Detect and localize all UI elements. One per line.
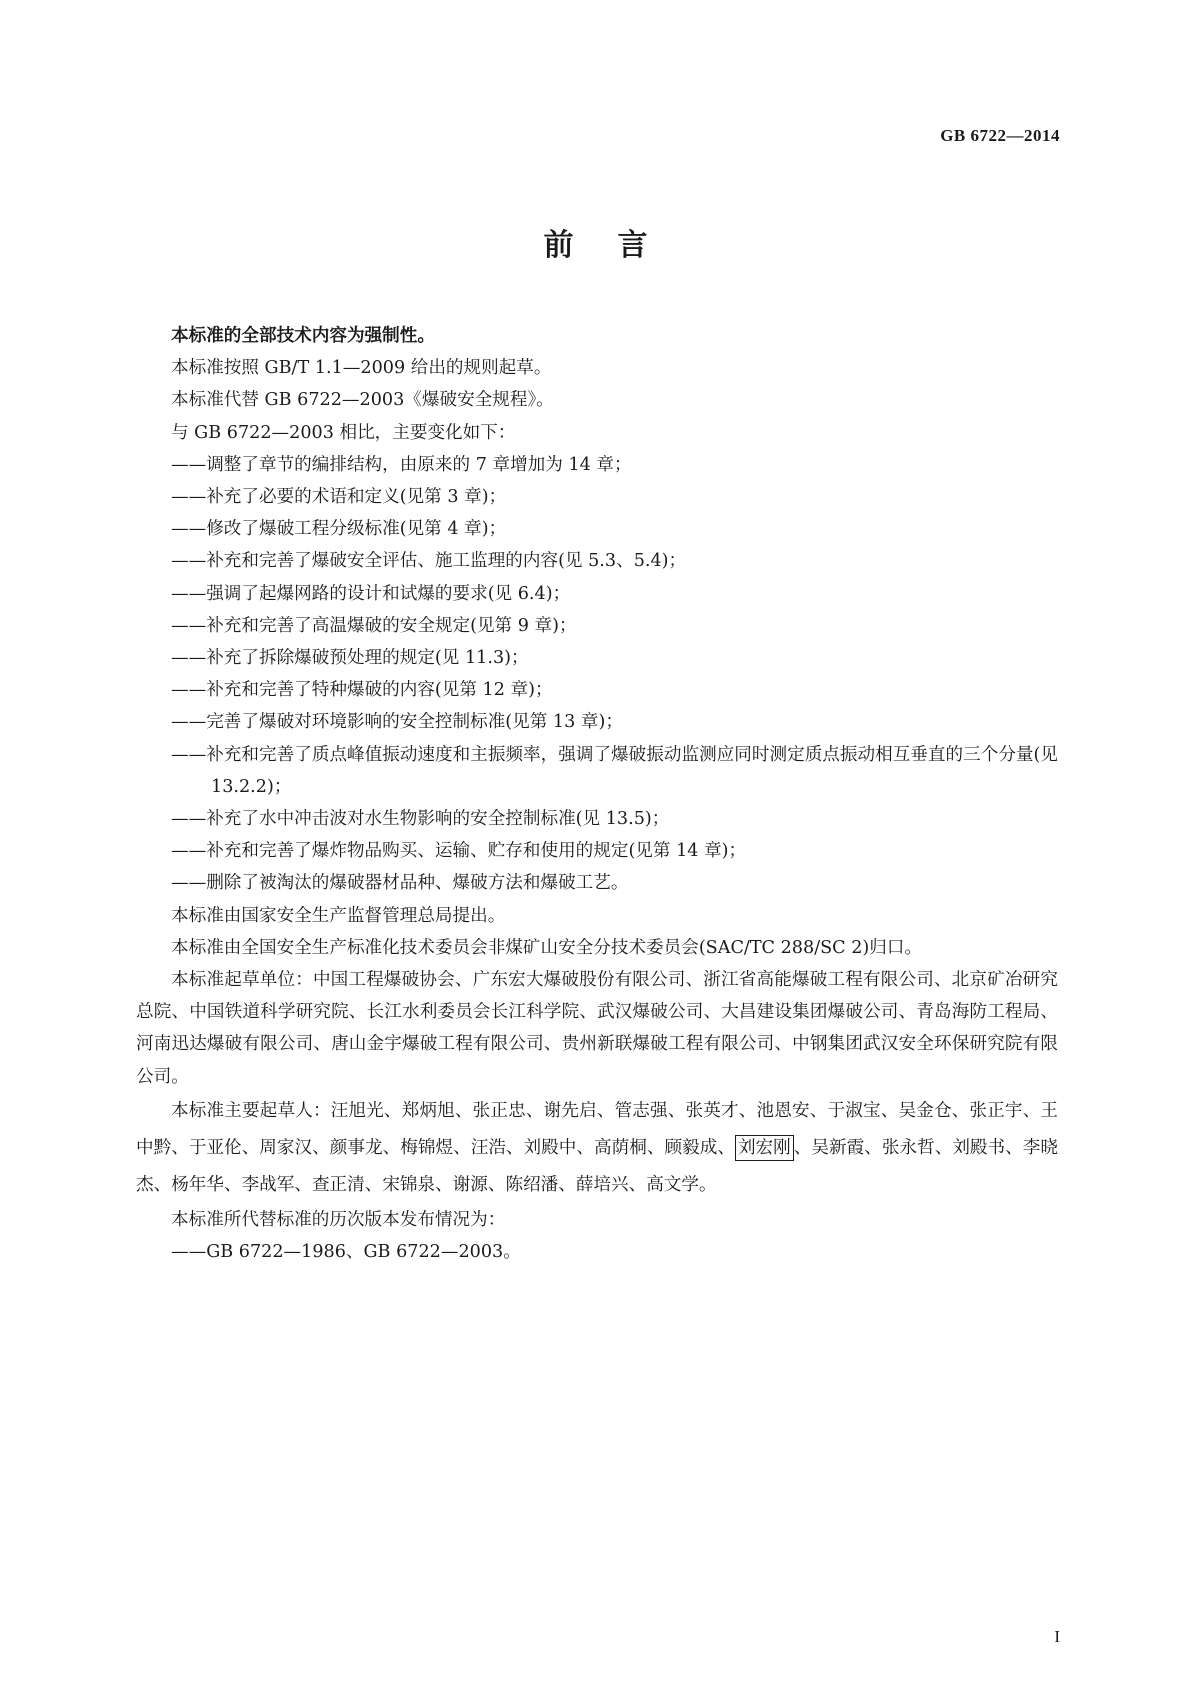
list-item: ——补充了水中冲击波对水生物影响的安全控制标准(见 13.5)；	[171, 809, 670, 830]
list-item: ——删除了被淘汰的爆破器材品种、爆破方法和爆破工艺。	[171, 873, 629, 894]
list-item: ——补充和完善了爆破安全评估、施工监理的内容(见 5.3、5.4)；	[171, 551, 687, 572]
replacement-statement: 本标准代替 GB 6722—2003《爆破安全规程》。	[171, 390, 554, 411]
drafting-rules-statement: 本标准按照 GB/T 1.1—2009 给出的规则起草。	[171, 358, 552, 379]
drafters-text-before: 本标准主要起草人：汪旭光、郑炳旭、张正忠、谢先启、管志强、张英才、池恩安、于淑宝、吴金仓、张正宇、王中黔、于亚伦、周家汉、颜事龙、梅锦煜、汪浩、刘殿中、高荫桐、顾毅成、	[136, 1100, 1058, 1158]
list-item: ——补充了拆除爆破预处理的规定(见 11.3)；	[171, 648, 529, 669]
list-item: ——完善了爆破对环境影响的安全控制标准(见第 13 章)；	[171, 712, 623, 733]
changes-intro: 与 GB 6722—2003 相比，主要变化如下：	[171, 422, 516, 443]
foreword-body	[136, 320, 1058, 1268]
list-item: ——补充和完善了质点峰值振动速度和主振频率，强调了爆破振动监测应同时测定质点振动相互垂直的三个分量(见 13.2.2)；	[171, 744, 1058, 797]
standard-number: GB 6722—2014	[940, 126, 1060, 145]
drafters-text-after: 、吴新霞、张永哲、刘殿书、李晓杰、杨年华、李战军、查正清、宋锦泉、谢源、陈绍潘、薛培兴、高文学。	[136, 1137, 1058, 1195]
mandatory-statement: 本标准的全部技术内容为强制性。	[171, 326, 435, 346]
changes-list	[136, 449, 1058, 900]
list-item: ——修改了爆破工程分级标准(见第 4 章)；	[171, 519, 507, 540]
list-item: ——补充和完善了特种爆破的内容(见第 12 章)；	[171, 680, 553, 701]
list-item: ——补充和完善了爆炸物品购买、运输、贮存和使用的规定(见第 14 章)；	[171, 841, 747, 862]
list-item: ——补充了必要的术语和定义(见第 3 章)；	[171, 487, 507, 508]
list-item: ——调整了章节的编排结构，由原来的 7 章增加为 14 章；	[171, 454, 632, 475]
boxed-drafter-name: 刘宏刚	[735, 1135, 794, 1161]
page-number: I	[1054, 1627, 1060, 1646]
administered-by: 本标准由全国安全生产标准化技术委员会非煤矿山安全分技术委员会(SAC/TC 288/SC 2)归口。	[171, 937, 923, 958]
history-intro: 本标准所代替标准的历次版本发布情况为：	[171, 1209, 506, 1230]
history-item: ——GB 6722—1986、GB 6722—2003。	[171, 1242, 521, 1263]
drafting-units: 本标准起草单位：中国工程爆破协会、广东宏大爆破股份有限公司、浙江省高能爆破工程有限公司、北京矿冶研究总院、中国铁道科学研究院、长江水利委员会长江科学院、武汉爆破公司、大昌建设集团爆破公司、青岛海防工程局、河南迅达爆破有限公司、唐山金宇爆破工程有限公司、贵州新联爆破工程有限公司、中钢集团武汉安全环保研究院有限公司。	[136, 970, 1058, 1087]
proposed-by: 本标准由国家安全生产监督管理总局提出。	[171, 905, 506, 926]
list-item: ——补充和完善了高温爆破的安全规定(见第 9 章)；	[171, 615, 577, 636]
principal-drafters	[136, 1093, 1058, 1204]
list-item: ——强调了起爆网路的设计和试爆的要求(见 6.4)；	[171, 583, 571, 604]
page-title: 前言	[543, 228, 692, 263]
